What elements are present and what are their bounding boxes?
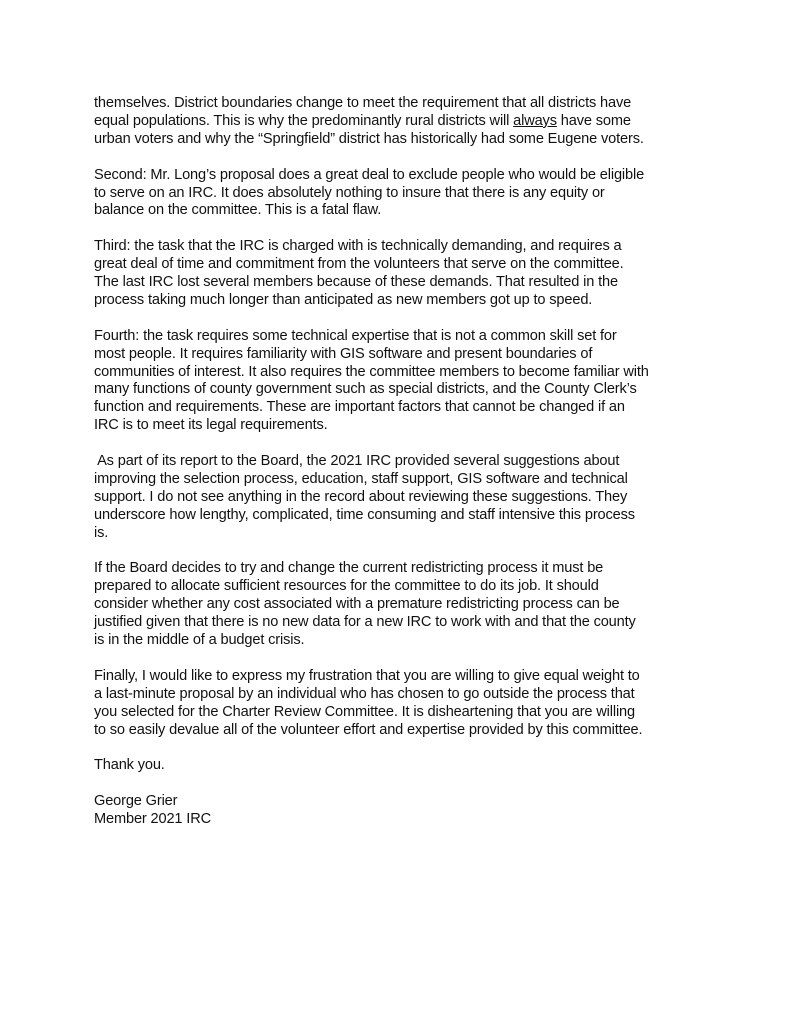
text-line: themselves. District boundaries change to meet the requirement that all districts have [94, 95, 632, 111]
text-segment: equal populations. This is why the predominantly rural districts will [94, 112, 514, 129]
paragraph-second [94, 167, 734, 221]
text-line: process taking much longer than anticipated as new members got up to speed. [94, 291, 593, 308]
text-line: consider whether any cost associated with a premature redistricting process can be [94, 596, 620, 613]
text-line: to serve on an IRC. It does absolutely nothing to insure that there is any equity or [94, 184, 605, 201]
signature-name: George Grier [94, 793, 178, 810]
text-line [94, 113, 734, 131]
text-line: most people. It requires familiarity with GIS software and present boundaries of [94, 345, 593, 362]
text-line: IRC is to meet its legal requirements. [94, 417, 328, 434]
paragraph-irc-report [94, 453, 734, 543]
text-line: you selected for the Charter Review Committee. It is disheartening that you are willing [94, 703, 635, 720]
closing-text: Thank you. [94, 757, 165, 774]
text-line: Fourth: the task requires some technical expertise that is not a common skill set for [94, 327, 617, 344]
text-line: a last-minute proposal by an individual who has chosen to go outside the process that [94, 685, 635, 702]
text-line: is in the middle of a budget crisis. [94, 632, 305, 649]
text-line: communities of interest. It also requires the committee members to become familiar with [94, 363, 649, 380]
signature-title: Member 2021 IRC [94, 811, 211, 828]
text-line: great deal of time and commitment from the volunteers that serve on the committee. [94, 256, 624, 273]
text-line: many functions of county government such as special districts, and the County Clerk’s [94, 381, 637, 398]
text-line: Third: the task that the IRC is charged with is technically demanding, and requires a [94, 238, 622, 255]
text-line: improving the selection process, education, staff support, GIS software and technical [94, 470, 628, 487]
paragraph-finally [94, 668, 734, 740]
letter-body [94, 95, 734, 847]
text-line: function and requirements. These are important factors that cannot be changed if an [94, 399, 625, 416]
paragraph-district-boundaries [94, 95, 734, 149]
text-line: Second: Mr. Long’s proposal does a great deal to exclude people who would be eligible [94, 166, 645, 183]
text-line: Finally, I would like to express my frustration that you are willing to give equal weight to [94, 667, 640, 684]
text-line: The last IRC lost several members because of these demands. That resulted in the [94, 274, 618, 291]
signature-block [94, 793, 734, 829]
text-line: As part of its report to the Board, the 2021 IRC provided several suggestions about [94, 453, 620, 470]
text-segment: have some [556, 112, 631, 129]
text-line: urban voters and why the “Springfield” district has historically had some Eugene voters. [94, 130, 644, 147]
underlined-emphasis: always [513, 112, 557, 129]
paragraph-third [94, 238, 734, 310]
text-line: prepared to allocate sufficient resources for the committee to do its job. It should [94, 578, 599, 595]
text-line: to so easily devalue all of the volunteer effort and expertise provided by this committee. [94, 721, 643, 738]
text-line: is. [94, 524, 109, 541]
paragraph-board-decision [94, 560, 734, 650]
closing [94, 757, 734, 775]
text-line: If the Board decides to try and change the current redistricting process it must be [94, 560, 604, 577]
paragraph-fourth [94, 328, 734, 435]
text-line: underscore how lengthy, complicated, time consuming and staff intensive this process [94, 506, 635, 523]
text-line: justified given that there is no new data for a new IRC to work with and that the county [94, 614, 636, 631]
text-line: support. I do not see anything in the record about reviewing these suggestions. They [94, 488, 628, 505]
text-line: balance on the committee. This is a fatal flaw. [94, 202, 382, 219]
